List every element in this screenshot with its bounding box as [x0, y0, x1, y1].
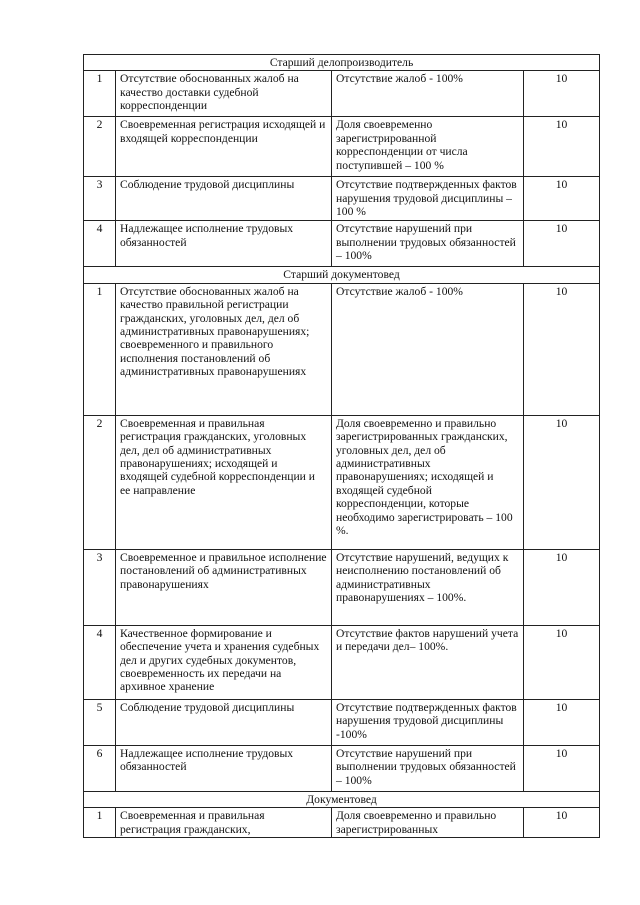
indicator-cell: Отсутствие обоснованных жалоб на качество правильной регистрации гражданских, уголовных дел, дел об административных правонарушениях; своевременного и правильного исполнения постановлений об административных правонарушениях: [116, 283, 332, 415]
points-cell: 10: [524, 745, 600, 791]
criterion-cell: Доля своевременно и правильно зарегистрированных: [332, 808, 524, 838]
table-row: [84, 71, 600, 117]
indicator-cell: Надлежащее исполнение трудовых обязанностей: [116, 745, 332, 791]
table-row: [84, 745, 600, 791]
points-cell: 10: [524, 699, 600, 745]
points-cell: 10: [524, 625, 600, 699]
criterion-cell: Отсутствие нарушений, ведущих к неисполнению постановлений об административных правонарушениях – 100%.: [332, 549, 524, 625]
criterion-cell: Доля своевременно зарегистрированной корреспонденции от числа поступившей – 100 %: [332, 117, 524, 177]
section-header-row: [84, 55, 600, 71]
table-row: [84, 117, 600, 177]
criterion-cell: Отсутствие подтвержденных фактов нарушения трудовой дисциплины – 100 %: [332, 177, 524, 221]
table-row: [84, 808, 600, 838]
table-row: [84, 699, 600, 745]
section-title: Документовед: [84, 791, 600, 807]
criterion-cell: Отсутствие жалоб - 100%: [332, 283, 524, 415]
table-row: [84, 283, 600, 415]
row-number: 3: [84, 177, 116, 221]
row-number: 3: [84, 549, 116, 625]
table-row: [84, 415, 600, 549]
row-number: 5: [84, 699, 116, 745]
table-row: [84, 221, 600, 267]
indicator-cell: Своевременная и правильная регистрация гражданских, уголовных дел, дел об административных правонарушениях; исходящей и входящей судебной корреспонденции и ее направление: [116, 415, 332, 549]
criterion-cell: Отсутствие нарушений при выполнении трудовых обязанностей – 100%: [332, 221, 524, 267]
indicator-cell: Надлежащее исполнение трудовых обязанностей: [116, 221, 332, 267]
indicator-cell: Качественное формирование и обеспечение учета и хранения судебных дел и других судебных документов, своевременность их передачи на архивное хранение: [116, 625, 332, 699]
criterion-cell: Отсутствие подтвержденных фактов нарушения трудовой дисциплины -100%: [332, 699, 524, 745]
indicator-cell: Соблюдение трудовой дисциплины: [116, 177, 332, 221]
indicator-cell: Соблюдение трудовой дисциплины: [116, 699, 332, 745]
table-row: [84, 625, 600, 699]
indicators-table: [83, 54, 600, 838]
row-number: 4: [84, 625, 116, 699]
indicator-cell: Своевременная и правильная регистрация гражданских,: [116, 808, 332, 838]
points-cell: 10: [524, 71, 600, 117]
row-number: 1: [84, 71, 116, 117]
points-cell: 10: [524, 808, 600, 838]
table-row: [84, 177, 600, 221]
row-number: 1: [84, 808, 116, 838]
section-title: Старший документовед: [84, 267, 600, 283]
criterion-cell: Отсутствие жалоб - 100%: [332, 71, 524, 117]
points-cell: 10: [524, 177, 600, 221]
row-number: 6: [84, 745, 116, 791]
points-cell: 10: [524, 415, 600, 549]
criterion-cell: Отсутствие фактов нарушений учета и передачи дел– 100%.: [332, 625, 524, 699]
row-number: 2: [84, 117, 116, 177]
row-number: 1: [84, 283, 116, 415]
indicator-cell: Отсутствие обоснованных жалоб на качество доставки судебной корреспонденции: [116, 71, 332, 117]
indicator-cell: Своевременная регистрация исходящей и входящей корреспонденции: [116, 117, 332, 177]
points-cell: 10: [524, 221, 600, 267]
row-number: 2: [84, 415, 116, 549]
row-number: 4: [84, 221, 116, 267]
section-header-row: [84, 791, 600, 807]
points-cell: 10: [524, 549, 600, 625]
points-cell: 10: [524, 117, 600, 177]
section-title: Старший делопроизводитель: [84, 55, 600, 71]
criterion-cell: Отсутствие нарушений при выполнении трудовых обязанностей – 100%: [332, 745, 524, 791]
indicator-cell: Своевременное и правильное исполнение постановлений об административных правонарушениях: [116, 549, 332, 625]
criterion-cell: Доля своевременно и правильно зарегистрированных гражданских, уголовных дел, дел об административных правонарушениях; исходящей и входящей судебной корреспонденции, которые необходимо зарегистрировать – 100 %.: [332, 415, 524, 549]
table-row: [84, 549, 600, 625]
section-header-row: [84, 267, 600, 283]
points-cell: 10: [524, 283, 600, 415]
